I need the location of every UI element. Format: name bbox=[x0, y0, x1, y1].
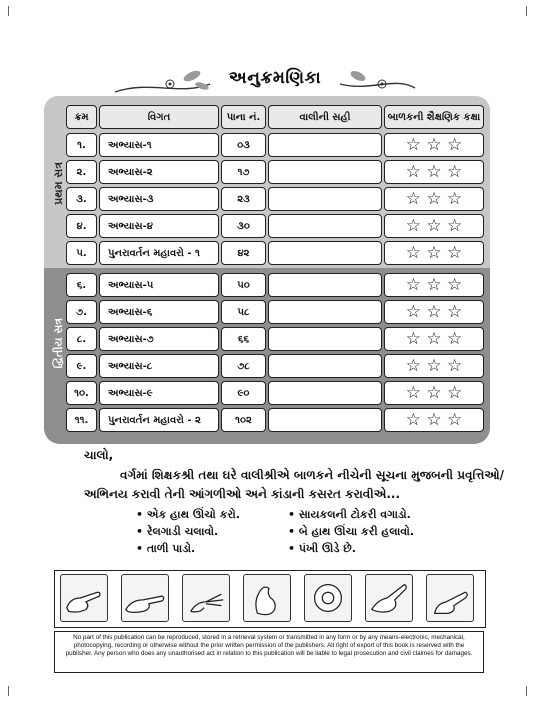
star-rating[interactable]: ☆ ☆ ☆ bbox=[384, 327, 484, 351]
row-number: ૫. bbox=[66, 241, 97, 265]
star-rating[interactable]: ☆ ☆ ☆ bbox=[384, 214, 484, 238]
row-page: ૫૦ bbox=[221, 273, 266, 297]
signature-field[interactable] bbox=[268, 408, 382, 432]
hand-wave-icon bbox=[426, 574, 474, 622]
row-title: અભ્યાસ-૭ bbox=[99, 327, 219, 351]
title-banner bbox=[110, 62, 420, 100]
row-number: ૬. bbox=[66, 273, 97, 297]
intro-line: વર્ગમાં શિક્ષકશ્રી તથા ઘરે વાલીશ્રીએ બાળકને નીચેની સૂચના મુજબની પ્રવૃત્તિઓ/ bbox=[120, 468, 505, 482]
header-serial: ક્રમ bbox=[66, 105, 97, 129]
row-number: ૮. bbox=[66, 327, 97, 351]
crop-mark bbox=[8, 686, 19, 696]
row-page: ૬૬ bbox=[221, 327, 266, 351]
row-number: ૪. bbox=[66, 214, 97, 238]
crop-mark bbox=[516, 686, 527, 696]
page-title: અનુક્રમણિકા bbox=[228, 68, 322, 88]
row-number: ૯. bbox=[66, 354, 97, 378]
hand-point-icon bbox=[60, 574, 108, 622]
row-page: ૦૩ bbox=[221, 133, 266, 157]
row-page: ૨૩ bbox=[221, 187, 266, 211]
star-rating[interactable]: ☆ ☆ ☆ bbox=[384, 241, 484, 265]
row-page: ૪૨ bbox=[221, 241, 266, 265]
activity-item: • તાળી પાડો. bbox=[136, 542, 196, 555]
signature-field[interactable] bbox=[268, 187, 382, 211]
intro-greeting: ચાલો, bbox=[84, 448, 114, 462]
row-title: અભ્યાસ-૪ bbox=[99, 214, 219, 238]
row-title: અભ્યાસ-૫ bbox=[99, 273, 219, 297]
hand-gun-icon bbox=[365, 574, 413, 622]
star-rating[interactable]: ☆ ☆ ☆ bbox=[384, 408, 484, 432]
hand-ring-icon bbox=[304, 574, 352, 622]
star-rating[interactable]: ☆ ☆ ☆ bbox=[384, 300, 484, 324]
row-title: પુનરાવર્તન મહાવરો - ૧ bbox=[99, 241, 219, 265]
signature-field[interactable] bbox=[268, 273, 382, 297]
activity-item: • એક હાથ ઊંચો કરો. bbox=[136, 508, 240, 521]
hand-point-icon bbox=[121, 574, 169, 622]
star-rating[interactable]: ☆ ☆ ☆ bbox=[384, 187, 484, 211]
copyright-notice: No part of this publication can be reproduced, stored in a retrieval system or transmitted in any form or by any means-electronic, mechanical, photocopying, recording or otherwise without the prior written permission of the publishers. All right of export of this book is reserved with the publisher. Any person who does any unauthorised act in relation to this publication will be liable to legal prosecution and civil claimes for damages. bbox=[54, 631, 484, 673]
row-number: ૨. bbox=[66, 160, 97, 184]
row-title: અભ્યાસ-૧ bbox=[99, 133, 219, 157]
star-rating[interactable]: ☆ ☆ ☆ bbox=[384, 273, 484, 297]
signature-field[interactable] bbox=[268, 160, 382, 184]
row-title: અભ્યાસ-૮ bbox=[99, 354, 219, 378]
crop-mark bbox=[8, 6, 19, 16]
row-title: અભ્યાસ-૬ bbox=[99, 300, 219, 324]
hand-pinch-icon bbox=[243, 574, 291, 622]
semester-label-second: દ્વિતીય સત્ર bbox=[52, 318, 65, 369]
row-page: ૩૦ bbox=[221, 214, 266, 238]
activity-item: • સાયકલની ટોકરી વગાડો. bbox=[288, 508, 411, 521]
row-title: અભ્યાસ-૯ bbox=[99, 381, 219, 405]
row-number: ૩. bbox=[66, 187, 97, 211]
signature-field[interactable] bbox=[268, 354, 382, 378]
star-rating[interactable]: ☆ ☆ ☆ bbox=[384, 354, 484, 378]
row-number: ૧. bbox=[66, 133, 97, 157]
activity-item: • રેલગાડી ચલાવો. bbox=[136, 525, 219, 538]
row-page: ૫૮ bbox=[221, 300, 266, 324]
star-rating[interactable]: ☆ ☆ ☆ bbox=[384, 381, 484, 405]
signature-field[interactable] bbox=[268, 214, 382, 238]
signature-field[interactable] bbox=[268, 241, 382, 265]
signature-field[interactable] bbox=[268, 327, 382, 351]
header-grade: બાળકની શૈક્ષણિક કક્ષા bbox=[384, 105, 484, 129]
row-number: ૧૦. bbox=[66, 381, 97, 405]
row-title: પુનરાવર્તન મહાવરો - ૨ bbox=[99, 408, 219, 432]
header-detail: વિગત bbox=[99, 105, 219, 129]
header-parent-signature: વાલીની સહી bbox=[268, 105, 382, 129]
intro-line: અભિનય કરાવી તેની આંગળીઓ અને કાંડાની કસરત કરાવીએ... bbox=[84, 487, 401, 501]
star-rating[interactable]: ☆ ☆ ☆ bbox=[384, 160, 484, 184]
crop-mark bbox=[516, 6, 527, 16]
row-page: ૭૮ bbox=[221, 354, 266, 378]
signature-field[interactable] bbox=[268, 300, 382, 324]
header-page-no: પાના નં. bbox=[221, 105, 266, 129]
star-rating[interactable]: ☆ ☆ ☆ bbox=[384, 133, 484, 157]
semester-label-first: પ્રથમ સત્ર bbox=[52, 162, 65, 205]
signature-field[interactable] bbox=[268, 381, 382, 405]
activity-item: • પંખી ઊડે છે. bbox=[288, 542, 356, 555]
row-number: ૧૧. bbox=[66, 408, 97, 432]
row-page: ૧૭ bbox=[221, 160, 266, 184]
row-page: ૯૦ bbox=[221, 381, 266, 405]
row-page: ૧૦૨ bbox=[221, 408, 266, 432]
activity-item: • બે હાથ ઊંચા કરી હલાવો. bbox=[288, 525, 415, 538]
row-title: અભ્યાસ-૩ bbox=[99, 187, 219, 211]
signature-field[interactable] bbox=[268, 133, 382, 157]
row-number: ૭. bbox=[66, 300, 97, 324]
hand-open-icon bbox=[182, 574, 230, 622]
row-title: અભ્યાસ-૨ bbox=[99, 160, 219, 184]
